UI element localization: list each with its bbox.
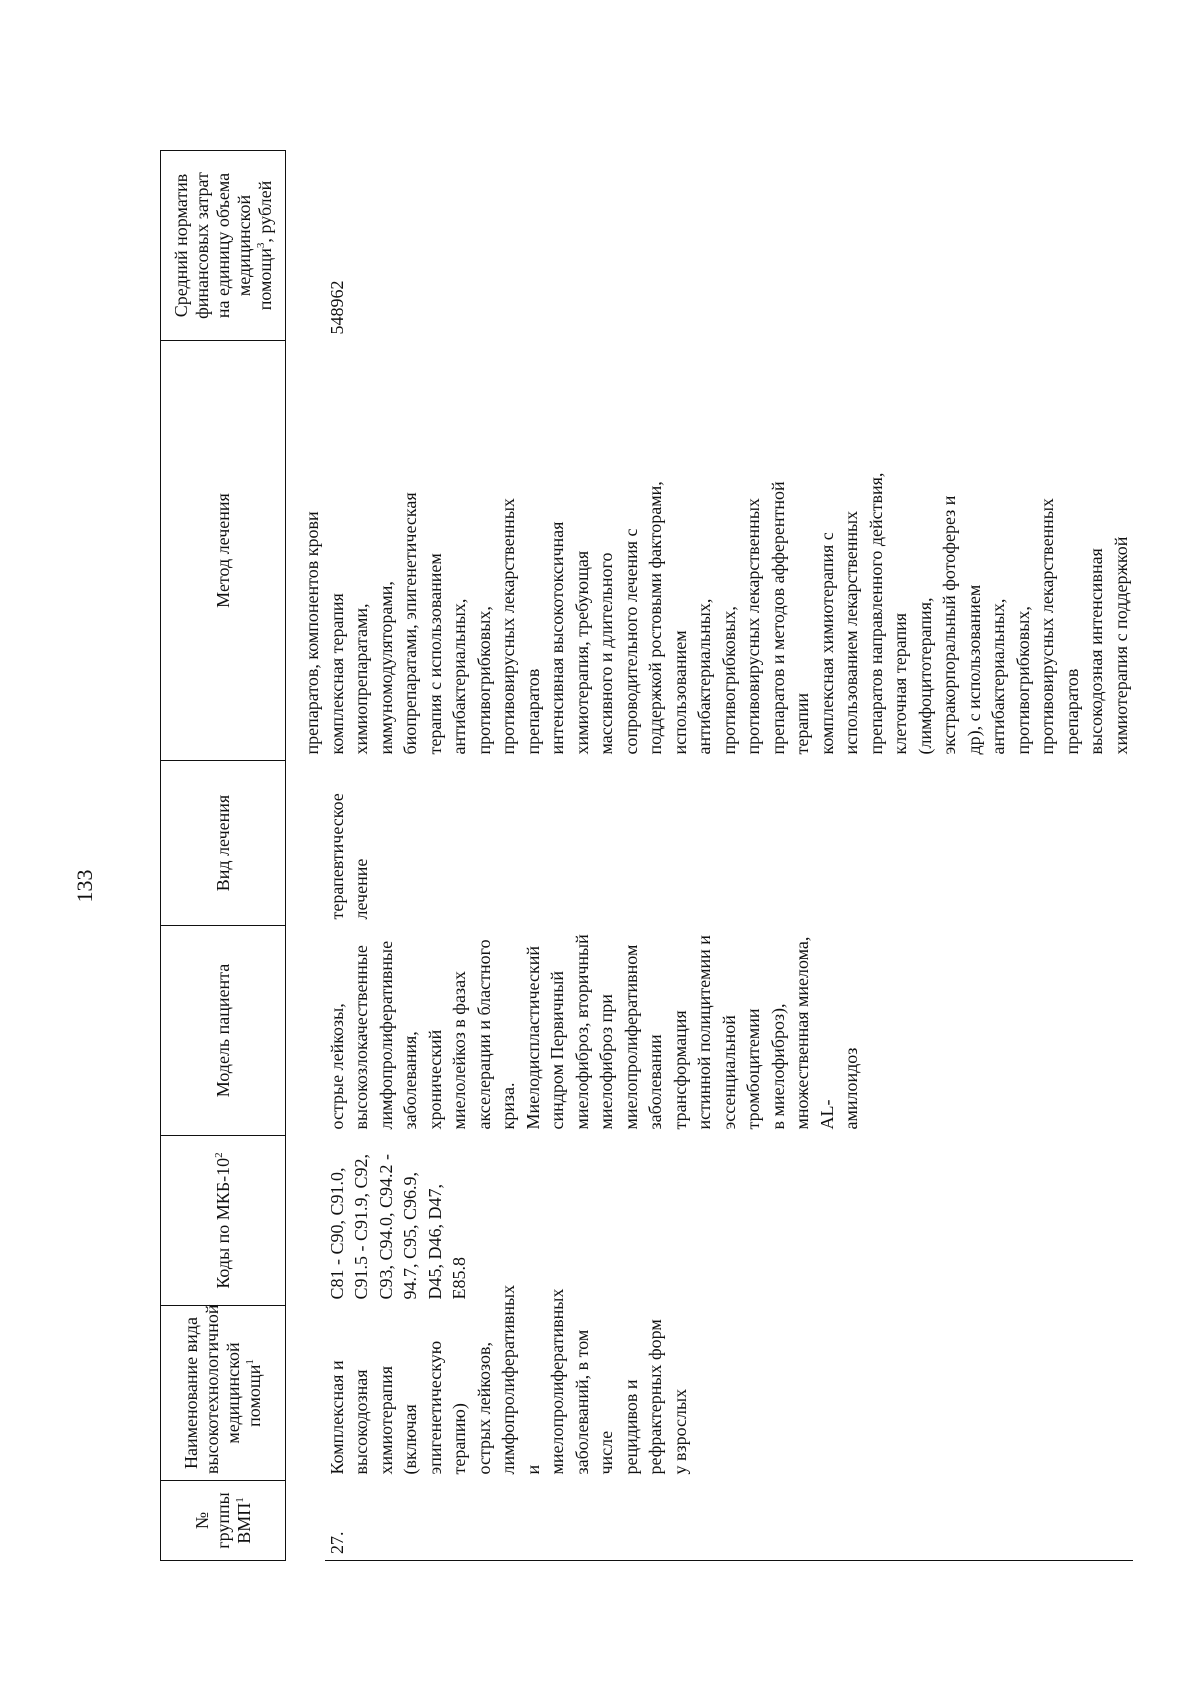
- method-item: интенсивная высокотоксичная химиотерапия, требующая массивного и длительного сопроводительного лечения с поддержкой ростовыми факторами, использованием антибактериальных, противогрибковых, противовирусных лекарственных препаратов и методов афферентной терапии: [547, 481, 812, 755]
- row-vmp-name: Комплексная и высокодозная химиотерапия (включая эпигенетическую терапию) острых лейкозов, лимфопролиферативных и миелопролиферативных заболеваний, в том числе рецидивов и рефрактерных форм у взрослых: [326, 1284, 690, 1475]
- table-row: [325, 151, 1134, 1561]
- row-patient-model: острые лейкозы, высокозлокачественные лимфопролиферативные заболевания, хронический миелолейкоз в фазах акселерации и бластного криза. Миелодиспластический синдром Первичный миелофиброз, вторичный миелофиброз при миелопролиферативном заболевании трансформация истинной полицитемии и эссенциальной тромбоцитемии в миелофиброз), множественная миелома, AL- амилоидоз: [326, 934, 861, 1130]
- header-patient-model: Модель пациента: [161, 926, 286, 1136]
- method-item: комплексная химиотерапия с использованием лекарственных препаратов направленного действия, клеточная терапия (лимфоцитотерапия, экстракорпоральный фотоферез и др), с использованием антибактериальных, противогрибковых, противовирусных лекарственных препаратов: [816, 472, 1082, 755]
- header-vmp-name: Наименование вида высокотехнологичной медицинской помощи$^1$: [161, 1306, 286, 1481]
- header-average-cost: Средний норматив финансовых затрат на единицу объема медицинской помощи$^3$, рублей: [161, 151, 286, 341]
- row-treatment-methods: [325, 341, 1134, 761]
- header-group-number: № группы ВМП$^1$: [161, 1481, 286, 1561]
- row-number: 27.: [325, 1481, 1134, 1561]
- row-average-cost: 548962: [326, 280, 347, 335]
- rotated-page: [0, 86, 1200, 1686]
- header-icd-codes: Коды по МКБ-$10^2$: [161, 1136, 286, 1306]
- vmp-table: [160, 150, 1133, 1561]
- header-treatment-method: Метод лечения: [161, 341, 286, 761]
- header-row: [161, 151, 286, 1561]
- header-treatment-type: Вид лечения: [161, 761, 286, 926]
- carry-over-row: [286, 151, 325, 1561]
- page-number: 133: [72, 869, 97, 903]
- method-item: комплексная терапия химиопрепаратами, иммуномодуляторами, биопрепаратами, эпигенетическая терапия с использованием антибактериальных, противогрибковых, противовирусных лекарственных препаратов: [326, 492, 543, 755]
- method-item: высокодозная интенсивная химиотерапия с поддержкой: [1086, 536, 1131, 755]
- carry-over-method: препаратов, компонентов крови: [302, 511, 322, 755]
- row-treatment-type: терапевтическое лечение: [326, 793, 371, 920]
- row-icd-codes: C81 - C90, C91.0, C91.5 - C91.9, C92, C93, C94.0, C94.2 - 94.7, C95, C96.9, D45, D46, D47, E85.8: [326, 1153, 469, 1300]
